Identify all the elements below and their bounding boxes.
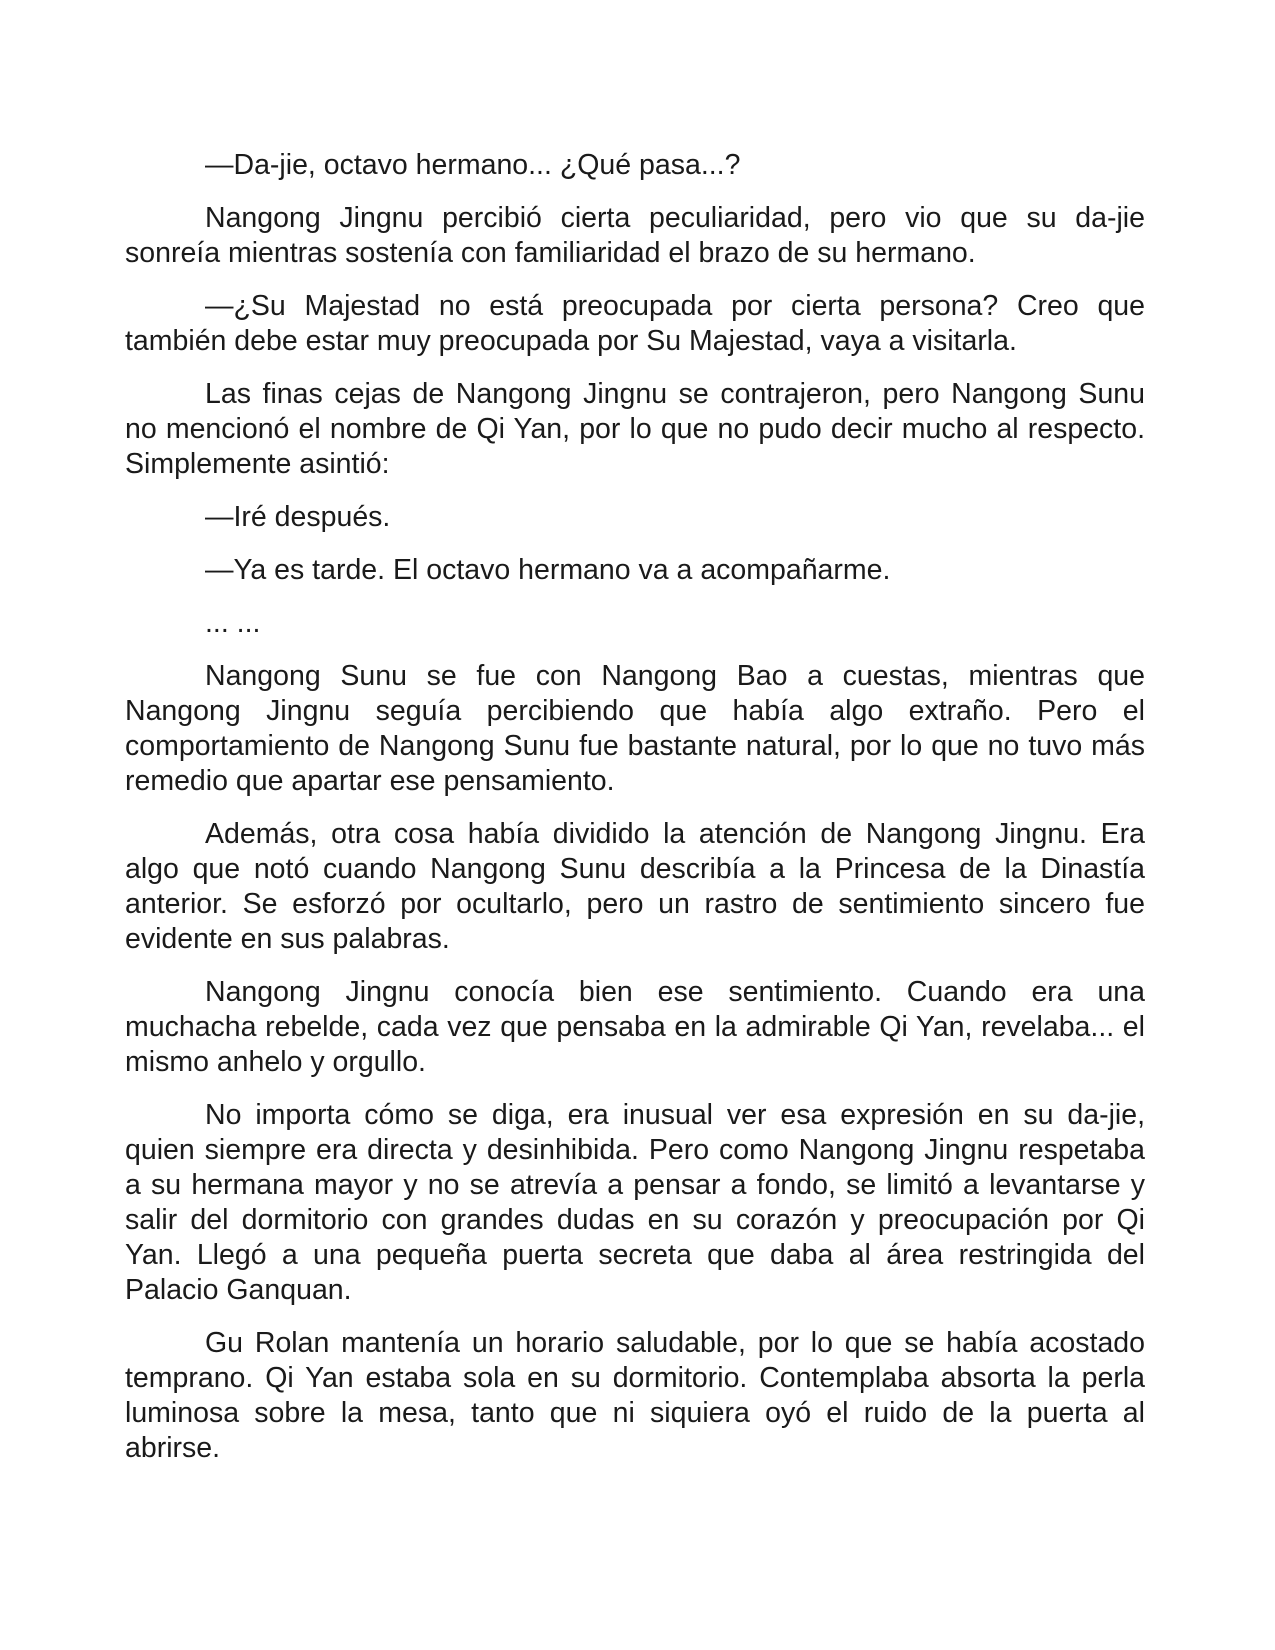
paragraph-5: —Iré después. xyxy=(205,501,391,533)
paragraph-7: ... ... xyxy=(205,607,261,639)
paragraph-1: —Da-jie, octavo hermano... ¿Qué pasa...? xyxy=(205,149,741,181)
paragraph-12: Gu Rolan mantenía un horario saludable, por lo que se había acostado temprano. Qi Yan estaba sola en su dormitorio. Contemplaba absorta la perla luminosa sobre la mesa, tanto que ni siquiera oyó el ruido de la puerta al abrirse. xyxy=(125,1327,1145,1464)
paragraph-6: —Ya es tarde. El octavo hermano va a acompañarme. xyxy=(205,554,891,586)
paragraph-9: Además, otra cosa había dividido la atención de Nangong Jingnu. Era algo que notó cuando Nangong Sunu describía a la Princesa de la Dinastía anterior. Se esforzó por ocultarlo, pero un rastro de sentimiento sincero fue evidente en sus palabras. xyxy=(125,818,1145,955)
paragraph-2: Nangong Jingnu percibió cierta peculiaridad, pero vio que su da-jie sonreía mientras sostenía con familiaridad el brazo de su hermano. xyxy=(125,202,1145,269)
paragraph-4: Las finas cejas de Nangong Jingnu se contrajeron, pero Nangong Sunu no mencionó el nombre de Qi Yan, por lo que no pudo decir mucho al respecto. Simplemente asintió: xyxy=(125,378,1145,480)
paragraph-3: —¿Su Majestad no está preocupada por cierta persona? Creo que también debe estar muy preocupada por Su Majestad, vaya a visitarla. xyxy=(125,290,1145,357)
document-page xyxy=(125,148,1145,1484)
paragraph-10: Nangong Jingnu conocía bien ese sentimiento. Cuando era una muchacha rebelde, cada vez que pensaba en la admirable Qi Yan, revelaba... el mismo anhelo y orgullo. xyxy=(125,976,1145,1078)
paragraph-8: Nangong Sunu se fue con Nangong Bao a cuestas, mientras que Nangong Jingnu seguía percibiendo que había algo extraño. Pero el comportamiento de Nangong Sunu fue bastante natural, por lo que no tuvo más remedio que apartar ese pensamiento. xyxy=(125,660,1145,797)
paragraph-11: No importa cómo se diga, era inusual ver esa expresión en su da-jie, quien siempre era directa y desinhibida. Pero como Nangong Jingnu respetaba a su hermana mayor y no se atrevía a pensar a fondo, se limitó a levantarse y salir del dormitorio con grandes dudas en su corazón y preocupación por Qi Yan. Llegó a una pequeña puerta secreta que daba al área restringida del Palacio Ganquan. xyxy=(125,1099,1145,1306)
